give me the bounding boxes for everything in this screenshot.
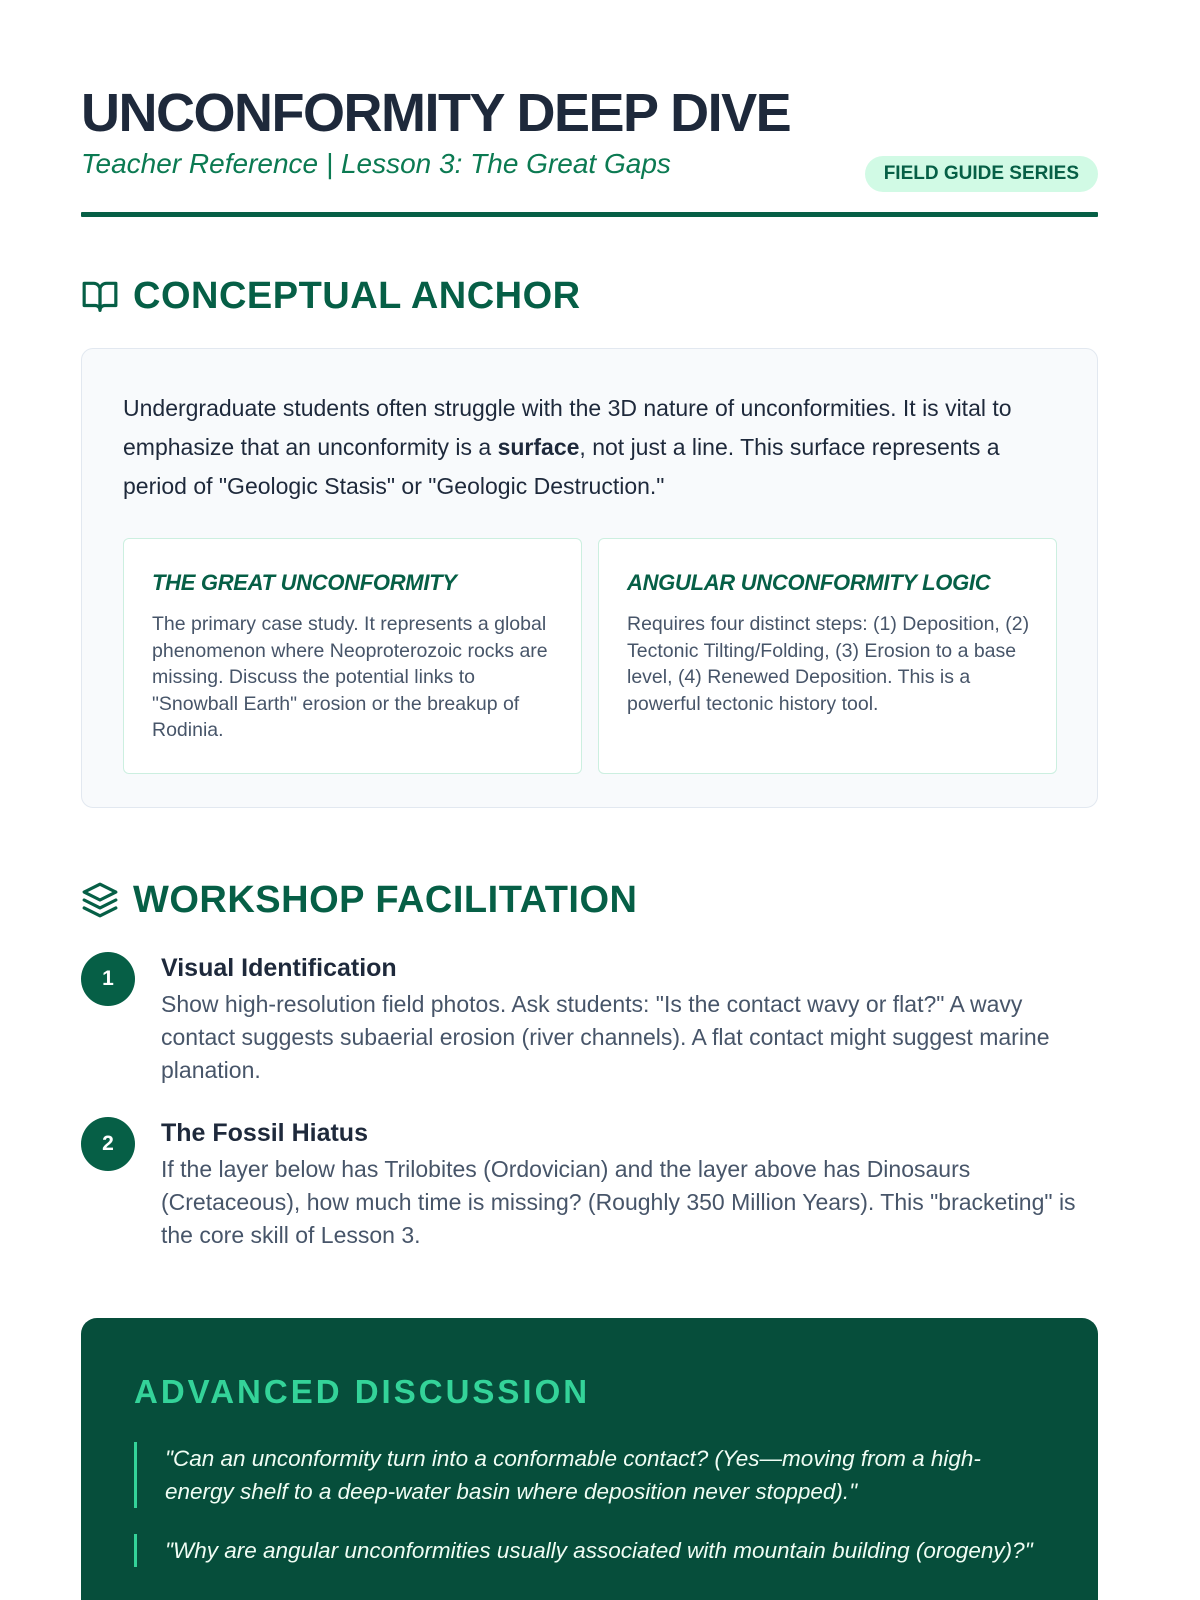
workshop-steps [81, 952, 1098, 1252]
workshop-heading: WORKSHOP FACILITATION [133, 878, 638, 921]
subtitle-row [81, 146, 1098, 190]
page-subtitle: Teacher Reference | Lesson 3: The Great Gaps [81, 148, 671, 179]
anchor-intro-text [123, 389, 1057, 506]
card-title: ANGULAR UNCONFORMITY LOGIC [627, 570, 991, 595]
discussion-quotes [134, 1442, 1046, 1567]
step-body [161, 952, 1098, 1087]
step-number-badge: 1 [81, 952, 135, 1006]
card-text: The primary case study. It represents a global phenomenon where Neoproterozoic rocks are missing. Discuss the potential links to "Snowball Earth" erosion or the breakup of Rodinia. [152, 613, 548, 741]
step-body [161, 1117, 1098, 1252]
card-text: Requires four distinct steps: (1) Deposition, (2) Tectonic Tilting/Folding, (3) Erosion to a base level, (4) Renewed Deposition. This is a powerful tectonic history tool. [627, 613, 1030, 715]
layers-icon [81, 881, 119, 919]
series-badge: FIELD GUIDE SERIES [865, 156, 1098, 192]
workshop-step [81, 952, 1098, 1087]
discussion-quote: "Why are angular unconformities usually associated with mountain building (orogeny)?" [134, 1534, 1046, 1567]
anchor-intro-emphasis: surface [497, 434, 580, 460]
anchor-cards [123, 538, 1057, 774]
discussion-quote: "Can an unconformity turn into a conformable contact? (Yes—moving from a high-energy shelf to a deep-water basin where deposition never stopped)." [134, 1442, 1046, 1508]
conceptual-anchor-panel [81, 348, 1098, 808]
header-divider [81, 212, 1098, 217]
page-header [81, 0, 1098, 217]
great-unconformity-card [123, 538, 582, 774]
step-text: If the layer below has Trilobites (Ordovician) and the layer above has Dinosaurs (Cretaceous), how much time is missing? (Roughly 350 Million Years). This "bracketing" is the core skill of Lesson 3. [161, 1156, 1076, 1248]
conceptual-anchor-section [81, 274, 1098, 808]
workshop-step [81, 1117, 1098, 1252]
step-title: The Fossil Hiatus [161, 1119, 368, 1147]
conceptual-anchor-heading: CONCEPTUAL ANCHOR [133, 274, 581, 317]
workshop-header [81, 878, 1098, 922]
card-title: THE GREAT UNCONFORMITY [152, 570, 457, 595]
workshop-section [81, 878, 1098, 1252]
open-book-icon [81, 277, 119, 315]
angular-unconformity-card [598, 538, 1057, 774]
step-number-badge: 2 [81, 1117, 135, 1171]
step-text: Show high-resolution field photos. Ask students: "Is the contact wavy or flat?" A wavy contact suggests subaerial erosion (river channels). A flat contact might suggest marine planation. [161, 991, 1050, 1083]
anchor-intro-part: Undergraduate students often struggle with the 3D nature of unconformities. It is vital to emphasize that an unconformity is a [123, 395, 1012, 460]
advanced-discussion-heading: ADVANCED DISCUSSION [134, 1373, 591, 1410]
anchor-intro-part: , not just a line. This surface represents a period of "Geologic Stasis" or "Geologic Destruction." [123, 434, 1000, 499]
conceptual-anchor-header [81, 274, 1098, 318]
step-title: Visual Identification [161, 954, 397, 982]
page-title: UNCONFORMITY DEEP DIVE [81, 83, 791, 143]
advanced-discussion-panel [81, 1318, 1098, 1600]
